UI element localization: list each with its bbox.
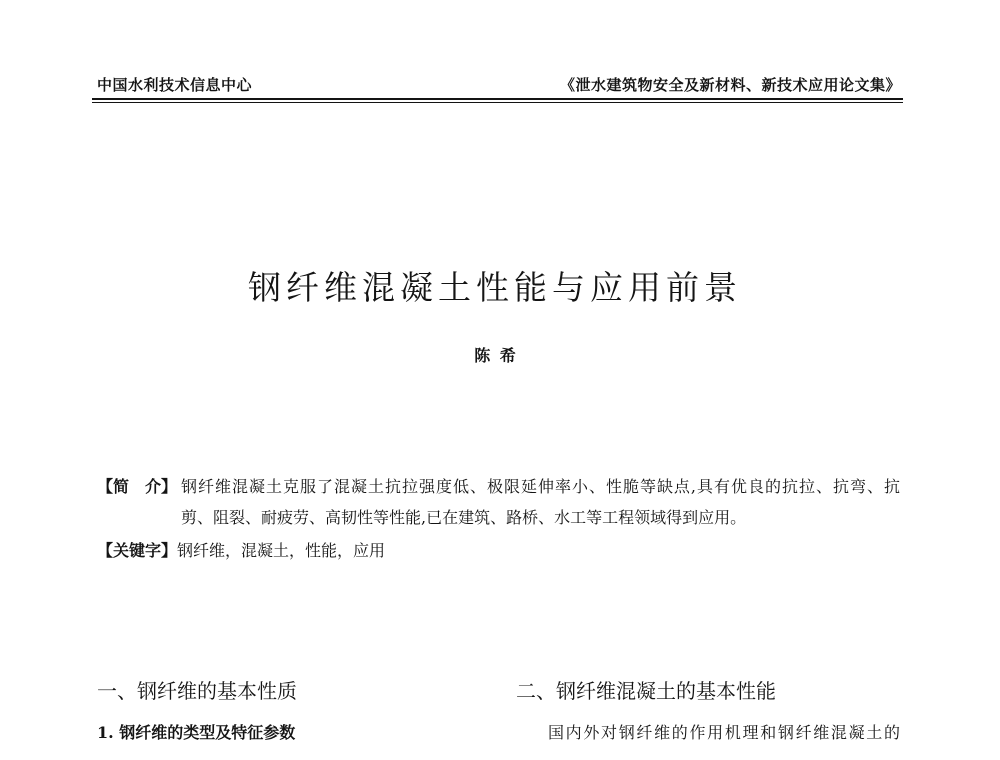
subsection-heading-1-1: 1. 钢纤维的类型及特征参数 [97,723,296,742]
abstract-text-line2: 剪、阻裂、耐疲劳、高韧性等性能,已在建筑、路桥、水工等工程领域得到应用。 [181,508,747,527]
paper-title: 钢纤维混凝土性能与应用前景 [248,268,742,307]
paper-author: 陈 希 [474,346,518,365]
keywords-text: 钢纤维，混凝土，性能，应用 [177,541,386,560]
section-heading-1: 一、钢纤维的基本性质 [97,679,297,703]
abstract [97,477,900,497]
keywords [97,541,385,561]
abstract-label: 【简 介】 [97,477,178,496]
section-heading-2: 二、钢纤维混凝土的基本性能 [516,679,776,703]
keywords-label: 【关键字】 [97,541,178,560]
header-rule-thin [92,102,903,103]
running-header-left: 中国水利技术信息中心 [97,76,253,94]
section-2-paragraph: 国内外对钢纤维的作用机理和钢纤维混凝土的 [548,723,900,742]
running-header-right: 《泄水建筑物安全及新材料、新技术应用论文集》 [559,76,901,94]
abstract-text-line1: 钢纤维混凝土克服了混凝土抗拉强度低、极限延伸率小、性脆等缺点,具有优良的抗拉、抗弯、抗 [181,477,900,496]
header-rule-thick [92,98,903,100]
